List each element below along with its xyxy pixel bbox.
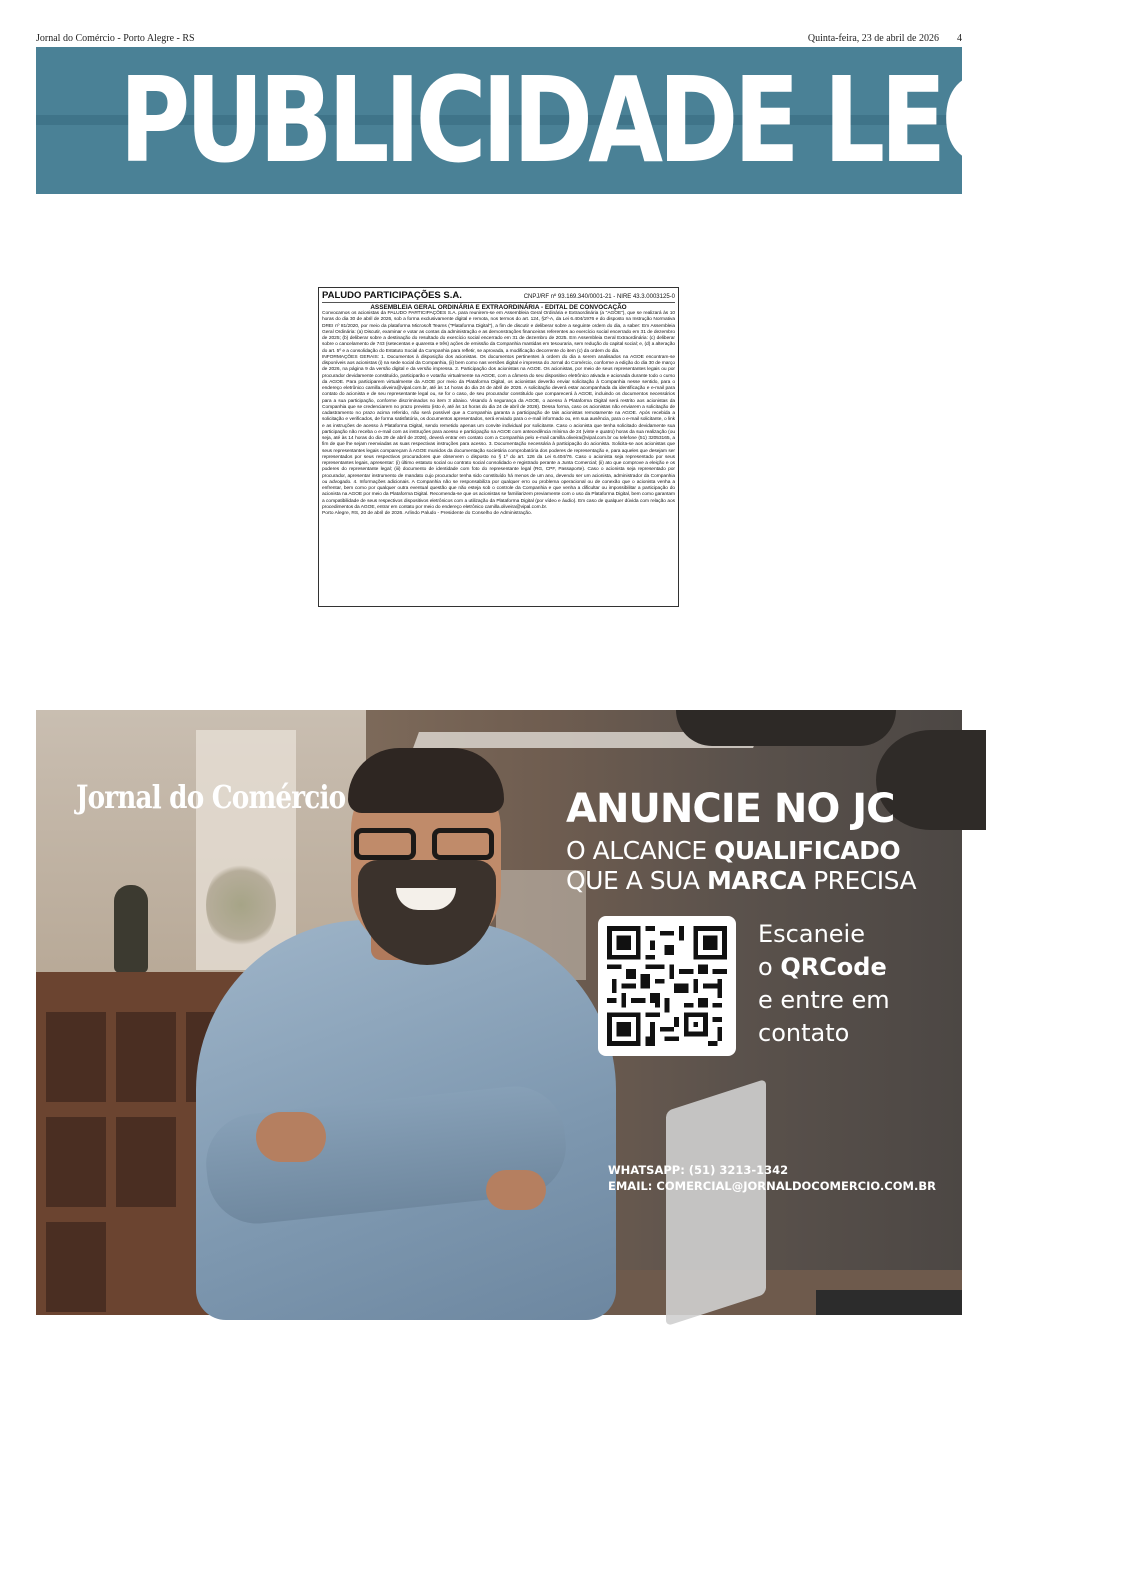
running-header [36,33,962,47]
section-banner [36,47,1143,194]
email-contact[interactable]: EMAIL: COMERCIAL@JORNALDOCOMERCIO.COM.BR [608,1179,936,1193]
notice-signature: Porto Alegre, RS, 20 de abril de 2026. Arlindo Paludo - Presidente do Conselho de Administração. [322,511,533,516]
publication-name: Jornal do Comércio - Porto Alegre - RS [36,33,195,44]
ad-background-lamp [676,710,896,746]
qr-instructions: Escaneie o QRCode e entre em contato [758,920,890,1047]
ad-subheadline: QUE A SUA MARCA PRECISA [566,866,917,895]
advertisement[interactable] [36,710,962,1315]
issue-date: Quinta-feira, 23 de abril de 2026 [807,33,939,44]
ad-contact-info [608,1162,936,1194]
legal-notice [318,287,679,607]
notice-paragraph: Convocamos os acionistas da PALUDO PARTICIPAÇÕES S.A. para reunirem-se em Assembleia Geral Ordinária e Extraordinária (a "AGOE"), que se realizará às 10 horas do dia 30 de abril de 2026, sob a forma exclusivamente digital e remota, nos termos do art. 124, §2º-A, da Lei 6.404/1976 e do disposto na Instrução Normativa DREI nº 81/2020, por meio da plataforma Microsoft Teams ("Plataforma Digital"), a fim de discutir e deliberar sobre a seguinte ordem do dia, a saber: Em Assembleia Geral Ordinária: (a) Discutir, examinar e votar as contas da administração e as demonstrações financeiras referentes ao exercício social encerrado em 31 de dezembro de 2025; (b) deliberar sobre a destinação do resultado do exercício social encerrado em 31 de dezembro de 2025. Em Assembleia Geral Extraordinária: (c) deliberar sobre o cancelamento de 743 (setecentas e quarenta e três) ações de emissão da Companhia mantidas em tesouraria, sem redução do capital social; e, (d) a alteração do art. 5º e a consolidação do Estatuto Social da Companhia para refletir, se aprovada, a modificação decorrente do item (c) da ordem do dia. [322,311,675,354]
ad-subheadline: O ALCANCE QUALIFICADO [566,836,901,865]
ad-background-laptop [816,1290,962,1315]
page-number: 4 [957,33,962,44]
notice-company: PALUDO PARTICIPAÇÕES S.A. [322,290,462,301]
ad-headline: ANUNCIE NO JC [566,786,895,832]
ad-background-monitor [666,1079,766,1326]
header-date-page [808,33,962,44]
qr-code-icon [607,925,727,1047]
section-title: PUBLICIDADE LEGAL [119,51,1143,189]
brand-logo: Jornal do Comércio [76,778,346,816]
notice-company-ids: CNPJ/RF nº 93.169.340/0001-21 - NIRE 43.3.0003125-0 [523,294,675,300]
ad-background-vase [114,885,148,973]
ad-model-photo [186,740,616,1315]
notice-header [322,290,675,303]
qr-code[interactable] [598,916,736,1056]
notice-paragraph: INFORMAÇÕES GERAIS: 1. Documentos à disposição dos acionistas. Os documentos pertinentes à ordem do dia a serem analisados na AGOE encontram-se disponíveis aos acionistas (i) na sede social da Companhia, (ii) bem como nas versões digital e impressa do Jornal do Comércio, conforme a edição do dia 30 de março de 2026, na página 9 da versão digital e da versão impressa. 2. Participação dos acionistas na AGOE. Os acionistas, por meio de seus representantes legais ou por procurador devidamente constituído, participarão e votarão virtualmente na AGOE, com a câmera do seu dispositivo eletrônico ativada e acionada durante todo o curso da AGOE. Para participarem virtualmente da AGOE por meio da Plataforma Digital, os acionistas deverão enviar solicitação à Companhia nesse sentido, para o endereço eletrônico camilla.oliveira@vipal.com.br, até às 14 horas do dia 24 de abril de 2026. A solicitação deverá estar acompanhada da identificação e e-mail para contato do acionista e de seu representante legal ou, se for o caso, de seu procurador constituído que comparecerá à AGOE, incluindo os documentos necessários para a sua participação, conforme discriminados no item 3 abaixo. Visando à segurança da AGOE, o acesso à Plataforma Digital será restrito aos acionistas da Companhia que se credenciarem no prazo previsto (isto é, até às 14 horas do dia 24 de abril de 2026). Dessa forma, caso os acionistas não enviarem a solicitação de cadastramento no prazo acima referido, não será possível que a Companhia garanta a participação de tais acionistas remotamente na AGOE. Após recebida a solicitação e verificados, de forma satisfatória, os documentos apresentados, será enviado para o e-mail informado ou, em sua ausência, para o e-mail solicitante, o link e as instruções de acesso à Plataforma Digital, sendo remetido apenas um convite individual por solicitante. Caso o acionista que tenha solicitado devidamente sua participação não receba o e-mail com as instruções para acesso e participação na AGOE com antecedência mínima de 24 (vinte e quatro) horas da sua realização (ou seja, até às 14 horas do dia 29 de abril de 2026), deverá entrar em contato com a Companhia pelo e-mail camilla.oliveira@vipal.com.br ou telefone (51) 32053165, a fim de que lhe sejam reenviadas as suas respectivas instruções para acesso. 3. Documentação necessária à participação do acionista. Solicita-se aos acionistas que seus representantes legais compareçam à AGOE munidos da documentação societária comprobatória dos poderes de representação e, para aqueles que desejam ser representados por seus respectivos procuradores que observem o disposto no § 1º do art. 126 da Lei 6.404/76. Caso o acionista seja representado por seus representantes legais, apresentar: (i) último estatuto social ou contrato social consolidado e registrado perante a Junta Comercial; (ii) ato que comprove a eleição e os poderes do representante legal; (iii) documento de identidade com foto do representante legal (RG, CPF, Passaporte). Caso o acionista seja representado por procurador, apresentar instrumento de mandato cujo procurador tenha sido constituído há menos de um ano, devendo ser um acionista, administrador da Companhia ou advogado. 4. Informações adicionais. A Companhia não se responsabiliza por qualquer erro ou problema operacional ou de conexão que o acionista venha a enfrentar, bem como por qualquer outra eventual questão que não esteja sob o controle da Companhia e que venha a dificultar ou impossibilitar a participação do acionista na AGOE por meio da Plataforma Digital. Recomenda-se que os acionistas se familiarizem previamente com o uso da Plataforma Digital, bem como garantam a compatibilidade de seus respectivos dispositivos eletrônicos com a utilização da Plataforma Digital (por vídeo e áudio). Em caso de qualquer dúvida com relação aos procedimentos da AGOE, entrar em contato por meio do endereço eletrônico camilla.oliveira@vipal.com.br. [322,354,675,510]
whatsapp-contact[interactable]: WHATSAPP: (51) 3213-1342 [608,1163,789,1177]
notice-title: ASSEMBLEIA GERAL ORDINÁRIA E EXTRAORDINÁRIA - EDITAL DE CONVOCAÇÃO [370,304,627,311]
